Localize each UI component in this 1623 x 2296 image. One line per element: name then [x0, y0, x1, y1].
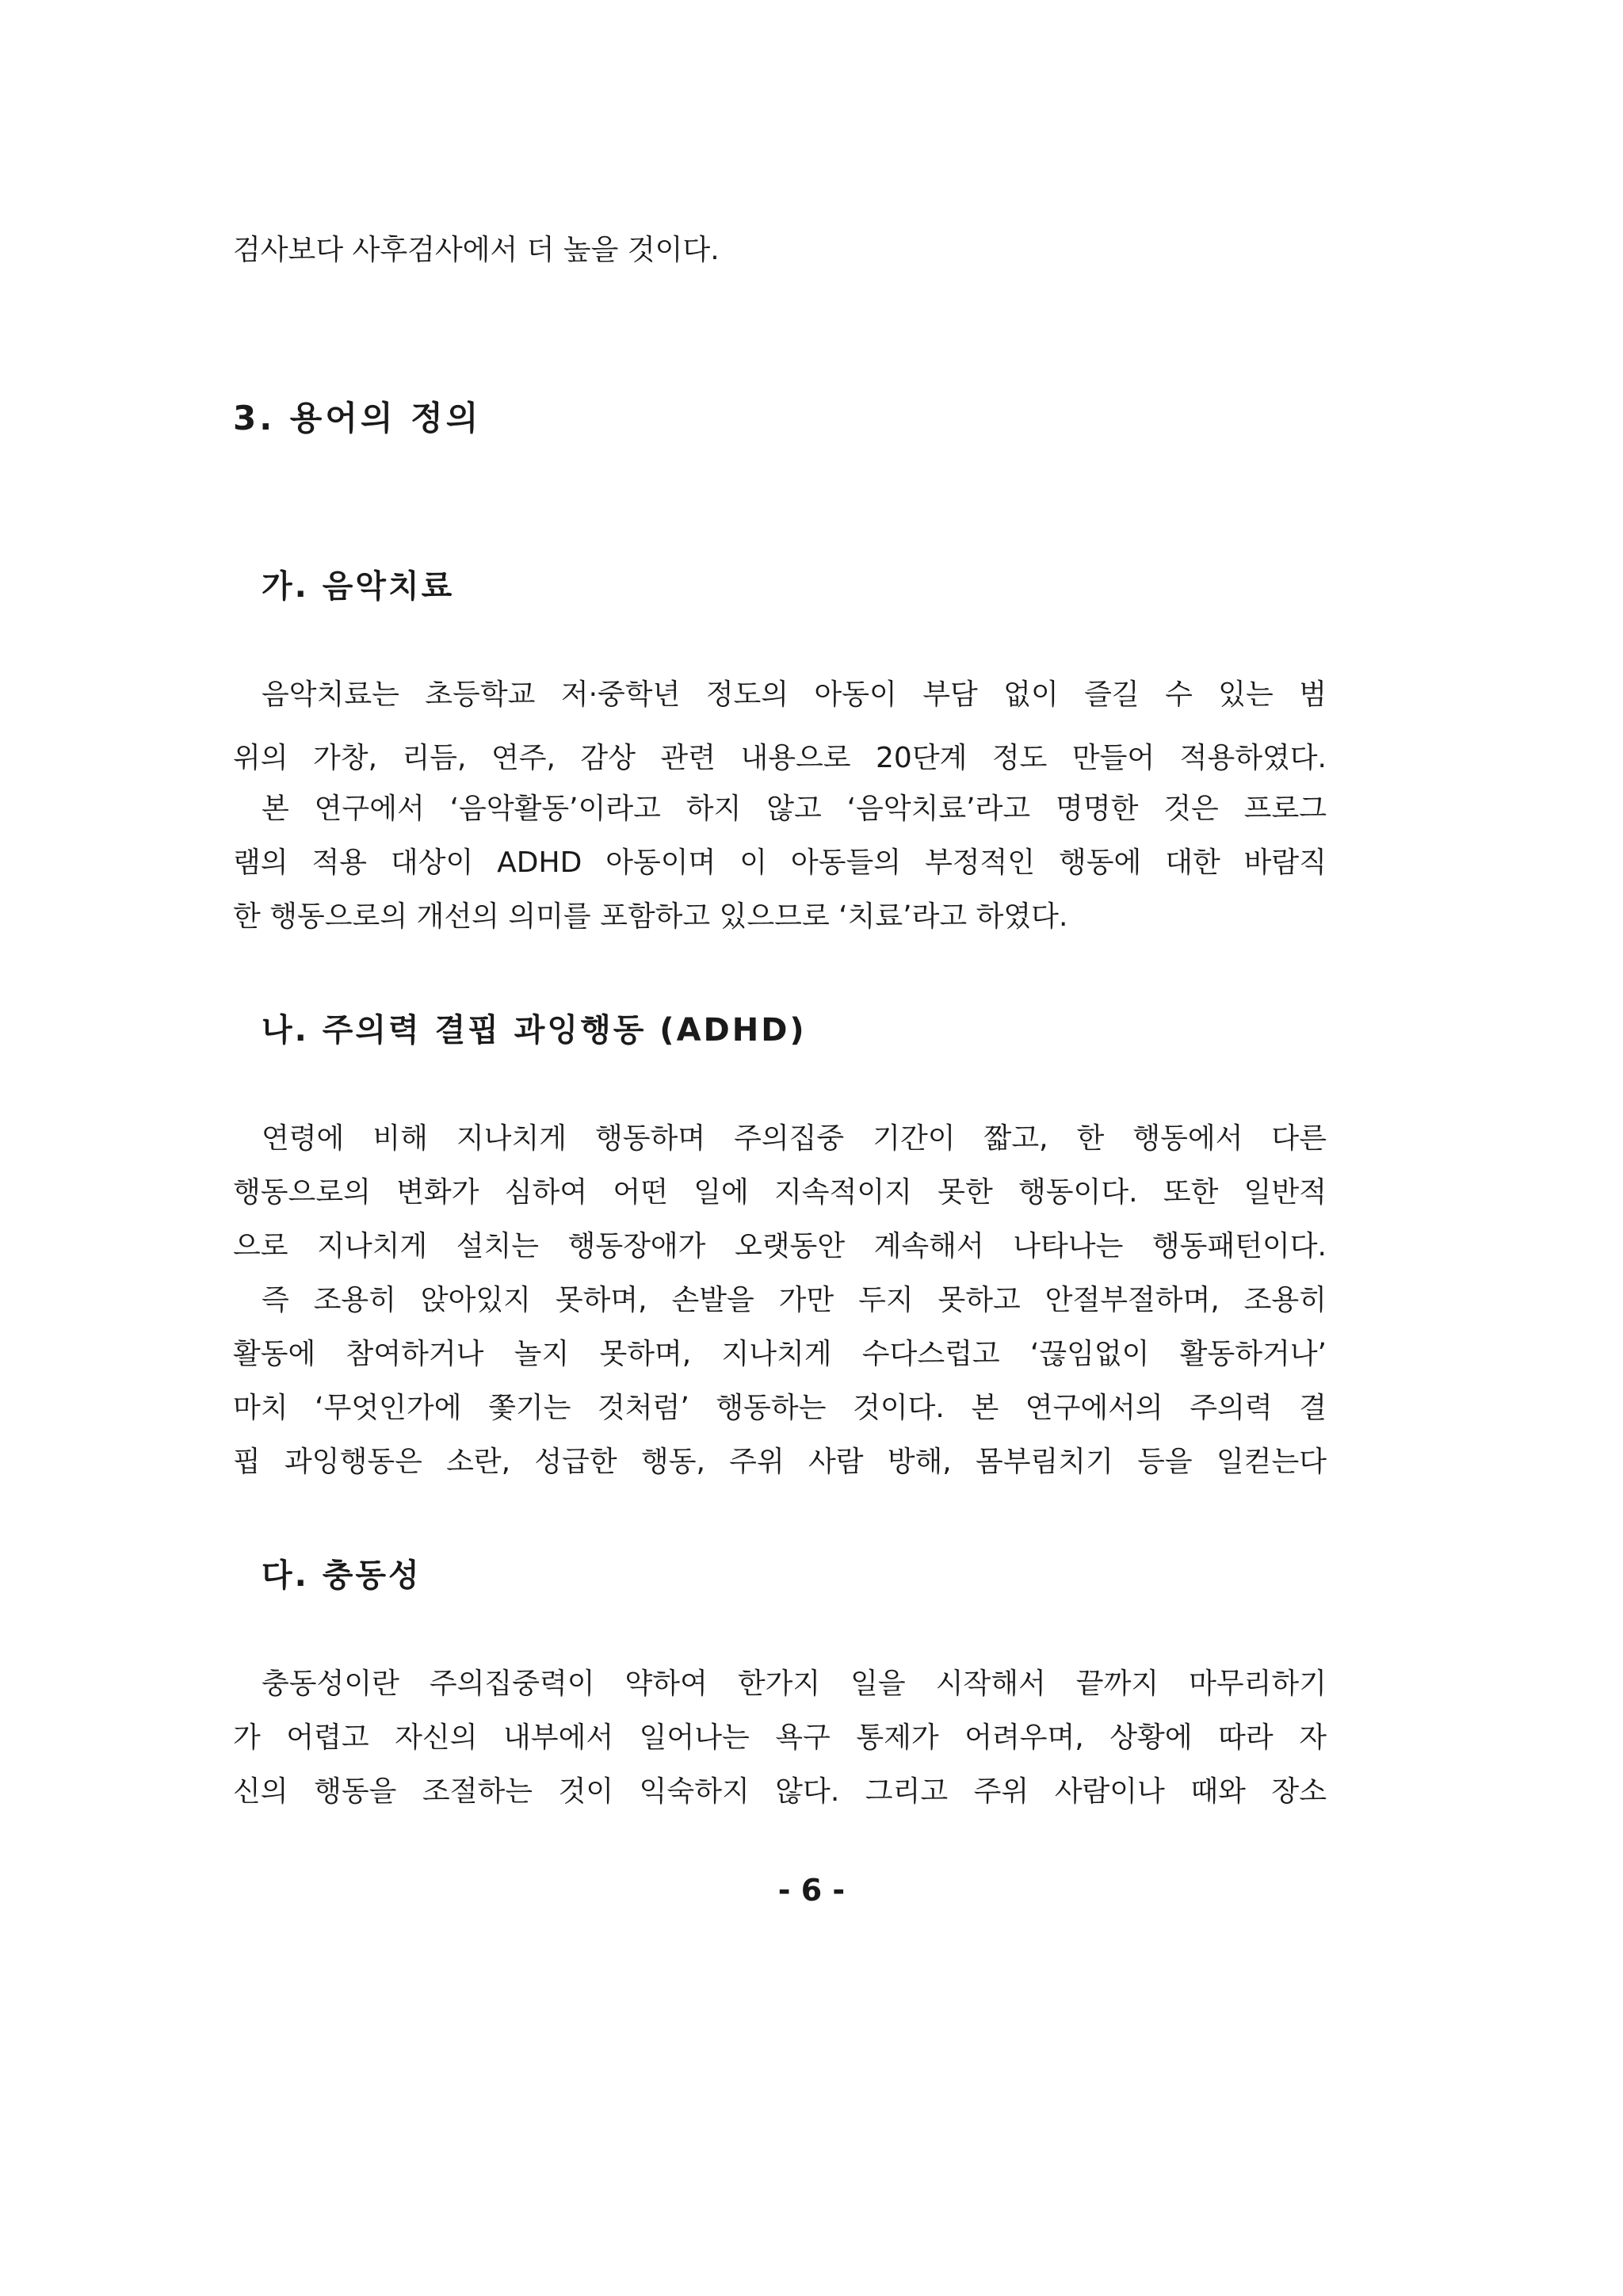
paragraph-line: 가 어렵고 자신의 내부에서 일어나는 욕구 통제가 어려우며, 상황에 따라 자: [233, 1721, 1327, 1754]
paragraph-line: 본 연구에서 ‘음악활동’이라고 하지 않고 ‘음악치료’라고 명명한 것은 프로그: [262, 793, 1327, 825]
paragraph-line: 행동으로의 변화가 심하여 어떤 일에 지속적이지 못한 행동이다. 또한 일반적: [233, 1176, 1327, 1209]
subsection-heading-impulsivity: 다. 충동성: [262, 1557, 422, 1594]
paragraph-line: 신의 행동을 조절하는 것이 익숙하지 않다. 그리고 주위 사람이나 때와 장소: [233, 1775, 1327, 1808]
paragraph-line: 램의 적용 대상이 ADHD 아동이며 이 아동들의 부정적인 행동에 대한 바람직: [233, 846, 1327, 879]
page-number: - 6 -: [777, 1873, 846, 1908]
paragraph-line: 핍 과잉행동은 소란, 성급한 행동, 주위 사람 방해, 몸부림치기 등을 일컫는다: [233, 1446, 1327, 1478]
paragraph-line: 음악치료는 초등학교 저·중학년 정도의 아동이 부담 없이 즐길 수 있는 범: [262, 678, 1327, 711]
section-title: 3. 용어의 정의: [233, 399, 482, 437]
subsection-heading-adhd: 나. 주의력 결핍 과잉행동 (ADHD): [262, 1012, 807, 1049]
paragraph-line: 연령에 비해 지나치게 행동하며 주의집중 기간이 짧고, 한 행동에서 다른: [262, 1122, 1327, 1155]
paragraph-line: 즉 조용히 앉아있지 못하며, 손발을 가만 두지 못하고 안절부절하며, 조용히: [262, 1284, 1327, 1316]
paragraph-line: 활동에 참여하거나 놀지 못하며, 지나치게 수다스럽고 ‘끊임없이 활동하거나’: [233, 1338, 1327, 1370]
paragraph-line: 으로 지나치게 설치는 행동장애가 오랫동안 계속해서 나타나는 행동패턴이다.: [233, 1230, 1327, 1263]
intro-line: 검사보다 사후검사에서 더 높을 것이다.: [233, 234, 720, 266]
paragraph-line: 충동성이란 주의집중력이 약하여 한가지 일을 시작해서 끝까지 마무리하기: [262, 1668, 1327, 1700]
paragraph-line: 마치 ‘무엇인가에 쫓기는 것처럼’ 행동하는 것이다. 본 연구에서의 주의력 결: [233, 1392, 1327, 1424]
paragraph-line: 위의 가창, 리듬, 연주, 감상 관련 내용으로 20단계 정도 만들어 적용하였다.: [233, 742, 1327, 774]
paragraph-line: 한 행동으로의 개선의 의미를 포함하고 있으므로 ‘치료’라고 하였다.: [233, 900, 1068, 933]
subsection-heading-music-therapy: 가. 음악치료: [262, 568, 455, 605]
